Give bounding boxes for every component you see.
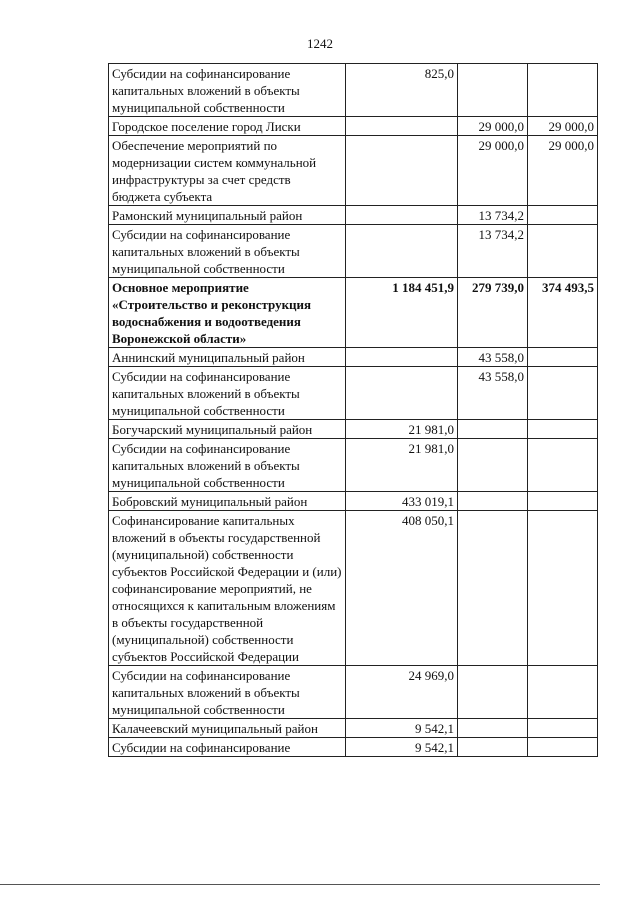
row-value-2-cell <box>458 439 528 492</box>
row-name-cell: Богучарский муниципальный район <box>109 420 346 439</box>
row-name-cell: Калачеевский муниципальный район <box>109 719 346 738</box>
row-value-2-cell <box>458 666 528 719</box>
row-name-cell: Субсидии на софинансирование <box>109 738 346 757</box>
row-value-1-cell <box>346 117 458 136</box>
row-value-3-cell <box>528 738 598 757</box>
row-value-2-cell: 43 558,0 <box>458 367 528 420</box>
row-value-3-cell <box>528 225 598 278</box>
table-row <box>109 439 598 492</box>
table-row <box>109 492 598 511</box>
table-row <box>109 117 598 136</box>
row-value-2-cell: 29 000,0 <box>458 136 528 206</box>
row-name-cell: Субсидии на софинансирование капитальных вложений в объекты муниципальной собственности <box>109 225 346 278</box>
budget-table <box>108 63 598 757</box>
table-row <box>109 420 598 439</box>
row-value-1-cell: 21 981,0 <box>346 420 458 439</box>
row-value-2-cell <box>458 719 528 738</box>
row-name-cell: Обеспечение мероприятий по модернизации систем коммунальной инфраструктуры за счет средств бюджета субъекта <box>109 136 346 206</box>
row-value-3-cell: 29 000,0 <box>528 136 598 206</box>
table-row <box>109 225 598 278</box>
row-value-1-cell: 1 184 451,9 <box>346 278 458 348</box>
table-row <box>109 666 598 719</box>
row-value-2-cell <box>458 738 528 757</box>
row-value-2-cell <box>458 492 528 511</box>
row-value-3-cell: 29 000,0 <box>528 117 598 136</box>
row-name-cell: Основное мероприятие «Строительство и реконструкция водоснабжения и водоотведения Воронежской области» <box>109 278 346 348</box>
row-value-2-cell <box>458 420 528 439</box>
row-value-1-cell <box>346 348 458 367</box>
table-row <box>109 64 598 117</box>
table-row <box>109 206 598 225</box>
row-name-cell: Рамонский муниципальный район <box>109 206 346 225</box>
row-name-cell: Софинансирование капитальных вложений в объекты государственной (муниципальной) собственности субъектов Российской Федерации и (или) софинансирование мероприятий, не относящихся к капитальным вложениям в объекты государственной (муниципальной) собственности субъектов Российской Федерации <box>109 511 346 666</box>
row-name-cell: Городское поселение город Лиски <box>109 117 346 136</box>
table-row <box>109 719 598 738</box>
table-row <box>109 278 598 348</box>
row-value-2-cell <box>458 511 528 666</box>
table-row <box>109 738 598 757</box>
row-value-3-cell <box>528 511 598 666</box>
row-name-cell: Субсидии на софинансирование капитальных вложений в объекты муниципальной собственности <box>109 666 346 719</box>
table-row <box>109 511 598 666</box>
row-value-3-cell <box>528 206 598 225</box>
row-value-3-cell <box>528 64 598 117</box>
budget-table-body <box>109 64 598 757</box>
row-value-3-cell <box>528 367 598 420</box>
row-value-1-cell: 433 019,1 <box>346 492 458 511</box>
table-row <box>109 136 598 206</box>
row-name-cell: Субсидии на софинансирование капитальных вложений в объекты муниципальной собственности <box>109 439 346 492</box>
table-row <box>109 367 598 420</box>
row-value-1-cell: 9 542,1 <box>346 719 458 738</box>
row-value-1-cell <box>346 367 458 420</box>
row-name-cell: Субсидии на софинансирование капитальных вложений в объекты муниципальной собственности <box>109 367 346 420</box>
page-number: 1242 <box>307 36 333 51</box>
row-name-cell: Аннинский муниципальный район <box>109 348 346 367</box>
row-name-cell: Бобровский муниципальный район <box>109 492 346 511</box>
row-value-1-cell <box>346 225 458 278</box>
row-value-2-cell: 13 734,2 <box>458 225 528 278</box>
row-value-3-cell <box>528 348 598 367</box>
row-value-1-cell: 21 981,0 <box>346 439 458 492</box>
row-name-cell: Субсидии на софинансирование капитальных вложений в объекты муниципальной собственности <box>109 64 346 117</box>
bottom-rule <box>0 884 600 885</box>
row-value-1-cell: 24 969,0 <box>346 666 458 719</box>
row-value-1-cell: 408 050,1 <box>346 511 458 666</box>
row-value-1-cell: 825,0 <box>346 64 458 117</box>
row-value-3-cell: 374 493,5 <box>528 278 598 348</box>
table-row <box>109 348 598 367</box>
row-value-3-cell <box>528 420 598 439</box>
row-value-2-cell: 29 000,0 <box>458 117 528 136</box>
row-value-2-cell: 279 739,0 <box>458 278 528 348</box>
row-value-1-cell <box>346 206 458 225</box>
row-value-1-cell <box>346 136 458 206</box>
row-value-2-cell: 13 734,2 <box>458 206 528 225</box>
row-value-3-cell <box>528 492 598 511</box>
row-value-2-cell: 43 558,0 <box>458 348 528 367</box>
row-value-3-cell <box>528 719 598 738</box>
row-value-3-cell <box>528 666 598 719</box>
row-value-1-cell: 9 542,1 <box>346 738 458 757</box>
row-value-3-cell <box>528 439 598 492</box>
row-value-2-cell <box>458 64 528 117</box>
